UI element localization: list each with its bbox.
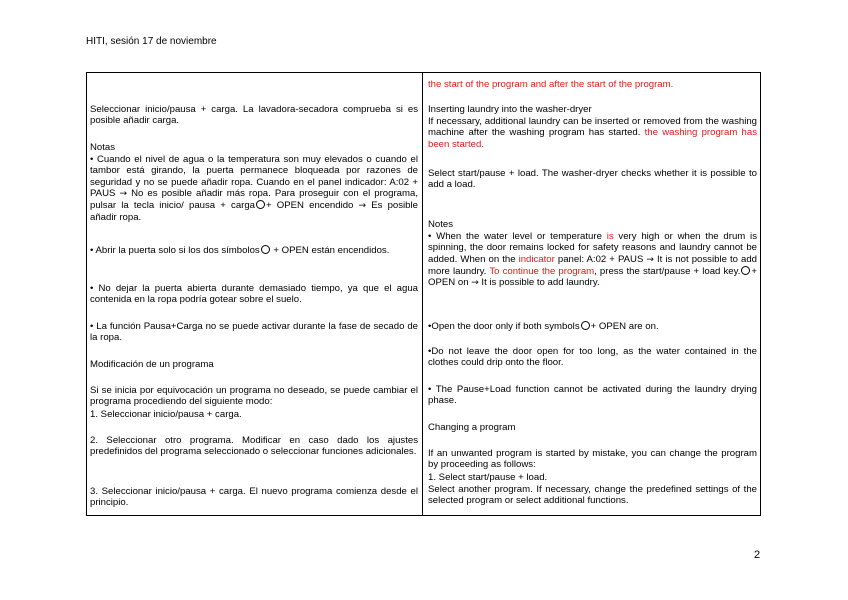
arrow-icon: → xyxy=(471,278,479,289)
right-top-red-line: the start of the program and after the start of the program. xyxy=(428,79,674,90)
right-inserting-title: Inserting laundry into the washer-dryer xyxy=(428,104,592,115)
right-note-1: • When the water level or temperature is very high or when the drum is spinning, the door remains locked for safety reasons and laundry cannot be added. When on the indicator panel: A:02 + PAUS → It is not possible to add more laundry. To continue the program, press the start/pause + load key. + OPEN on → It is possible to add laundry. xyxy=(428,231,757,289)
door-symbol-icon xyxy=(581,321,590,330)
arrow-icon: → xyxy=(119,188,128,199)
left-select-paragraph: Seleccionar inicio/pausa + carga. La lavadora-secadora comprueba si es posible añadir carga. xyxy=(90,104,418,127)
right-note-3: •Do not leave the door open for too long, as the water contained in the clothes could drip onto the floor. xyxy=(428,346,757,369)
door-symbol-icon xyxy=(256,200,265,209)
door-symbol-icon xyxy=(261,245,270,254)
page-number: 2 xyxy=(754,549,761,561)
right-notes-title: Notes xyxy=(428,219,454,230)
right-select-paragraph: Select start/pause + load. The washer-dryer checks whether it is possible to add a load. xyxy=(428,168,757,191)
right-step-1: 1. Select start/pause + load. xyxy=(428,472,548,483)
right-changing-intro: If an unwanted program is started by mistake, you can change the program by proceeding as follows: xyxy=(428,448,757,471)
left-step-2: 2. Seleccionar otro programa. Modificar en caso dado los ajustes predefinidos del programa seleccionado o seleccionar funciones adicionales. xyxy=(90,435,418,458)
door-symbol-icon xyxy=(741,266,750,275)
right-changing-title: Changing a program xyxy=(428,422,516,433)
right-note-2: •Open the door only if both symbols + OPEN are on. xyxy=(428,321,659,332)
left-step-1: 1. Seleccionar inicio/pausa + carga. xyxy=(90,409,242,420)
column-divider xyxy=(422,73,423,515)
left-modification-intro: Si se inicia por equivocación un programa no deseado, se puede cambiar el programa procediendo del siguiente modo: xyxy=(90,385,418,408)
left-notes-title: Notas xyxy=(90,142,116,153)
left-note-2: • Abrir la puerta solo si los dos símbolos + OPEN están encendidos. xyxy=(90,245,390,256)
left-note-1: • Cuando el nivel de agua o la temperatura son muy elevados o cuando el tambor está girando, la puerta permanece bloqueada por razones de seguridad y no se puede añadir ropa. Cuando en el panel indicador: A:02 + PAUS → No es posible añadir más ropa. Para proseguir con el programa, pulsar la tecla inicio/ pausa + carga + OPEN encendido → Es posible añadir ropa. xyxy=(90,154,418,224)
page-header: HITI, sesión 17 de noviembre xyxy=(86,36,217,47)
translation-table xyxy=(86,72,761,516)
arrow-icon: → xyxy=(358,201,367,212)
left-step-3: 3. Seleccionar inicio/pausa + carga. El nuevo programa comienza desde el principio. xyxy=(90,486,418,509)
right-step-2: Select another program. If necessary, change the predefined settings of the selected program or select additional functions. xyxy=(428,484,757,507)
arrow-icon: → xyxy=(646,254,654,265)
left-modification-title: Modificación de un programa xyxy=(90,359,214,370)
right-inserting-body: If necessary, additional laundry can be inserted or removed from the washing machine after the washing program has started. the washing program has been started. xyxy=(428,116,757,150)
left-note-3: • No dejar la puerta abierta durante demasiado tiempo, ya que el agua contenida en la ropa podría gotear sobre el suelo. xyxy=(90,283,418,306)
left-note-4: • La función Pausa+Carga no se puede activar durante la fase de secado de la ropa. xyxy=(90,321,418,344)
right-note-4: • The Pause+Load function cannot be activated during the laundry drying phase. xyxy=(428,384,757,407)
